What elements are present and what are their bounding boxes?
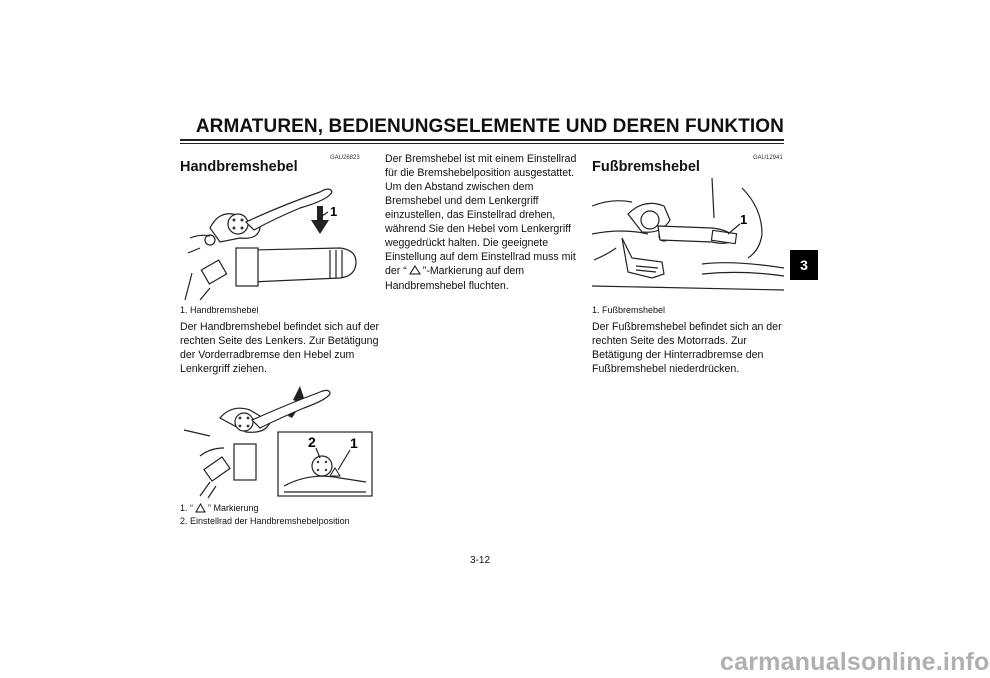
figure1-callout: 1 xyxy=(330,204,338,219)
figure1-caption: 1. Handbremshebel xyxy=(180,305,259,315)
figure2-callout-1: 1 xyxy=(350,435,358,451)
header-rule-thin xyxy=(180,143,784,144)
adjuster-paragraph: Der Bremshebel ist mit einem Einstellrad für die Bremshebelposition ausgestattet. Um den Abstand zwischen dem Bremshebel und dem Lenkergriff einzustellen, das Einstellrad drehen, während Sie den Hebel vom Lenkergriff weggedrückt halten. Die geeignete Einstellung auf dem Einstellrad muss mit der “ ”-Markierung auf dem Handbremshebel fluchten. xyxy=(385,153,577,292)
figure2-callout-2: 2 xyxy=(308,434,316,450)
foot-figure-caption: 1. Fußbremshebel xyxy=(592,305,666,315)
chapter-tab[interactable]: 3 xyxy=(790,250,818,280)
section-heading: Fußbremshebel xyxy=(592,159,700,175)
hand-brake-lever-illustration xyxy=(180,178,370,300)
page-number: 3-12 xyxy=(469,555,490,566)
foot-brake-paragraph: Der Fußbremshebel befindet sich an der rechten Seite des Motorrads. Zur Betätigung der Hinterradbremse den Fußbremshebel niederdrücken. xyxy=(592,321,782,375)
page-header-title: ARMATUREN, BEDIENUNGSELEMENTE UND DEREN FUNKTION xyxy=(195,116,784,137)
triangle-mark-icon xyxy=(409,265,421,279)
section-code: GAU12941 xyxy=(753,155,783,161)
figure2-caption-2: 2. Einstellrad der Handbremshebelposition xyxy=(180,516,350,526)
section-heading: Handbremshebel xyxy=(180,159,298,175)
foot-figure-callout: 1 xyxy=(740,212,748,227)
foot-brake-lever-illustration xyxy=(592,178,784,300)
figure2-caption-1: 1. “ ” Markierung xyxy=(180,502,259,517)
section-code: GAU26823 xyxy=(330,155,360,161)
header-rule xyxy=(180,139,784,141)
watermark: carmanualsonline.info xyxy=(720,648,990,676)
hand-brake-paragraph: Der Handbremshebel befindet sich auf der rechten Seite des Lenkers. Zur Betätigung der Vorderradbremse den Hebel zum Lenkergriff ziehen. xyxy=(180,321,380,375)
adjuster-dial-illustration xyxy=(180,378,375,500)
